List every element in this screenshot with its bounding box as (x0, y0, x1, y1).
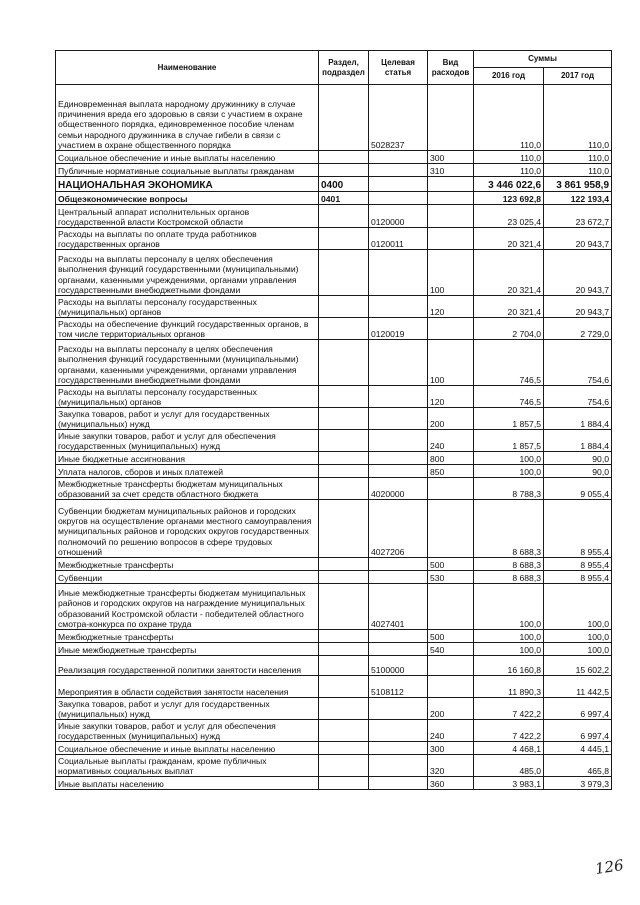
row-name: Иные бюджетные ассигнования (56, 452, 319, 465)
row-sum-2016: 2 704,0 (474, 318, 544, 340)
row-section (319, 500, 369, 558)
row-name: Иные закупки товаров, работ и услуг для обеспечения государственных (муниципальных) нужд (56, 430, 319, 452)
row-target: 5028237 (369, 85, 428, 151)
row-sum-2017: 15 602,2 (544, 656, 612, 676)
row-expense-type: 240 (428, 720, 474, 742)
table-row (56, 720, 612, 742)
row-target (369, 698, 428, 720)
row-sum-2016: 16 160,8 (474, 656, 544, 676)
row-expense-type: 120 (428, 386, 474, 408)
table-row (56, 296, 612, 318)
row-name: Иные закупки товаров, работ и услуг для обеспечения государственных (муниципальных) нужд (56, 720, 319, 742)
row-sum-2017: 9 055,4 (544, 478, 612, 500)
row-sum-2017: 8 955,4 (544, 571, 612, 584)
row-name: НАЦИОНАЛЬНАЯ ЭКОНОМИКА (56, 177, 319, 192)
row-sum-2017: 11 442,5 (544, 676, 612, 698)
row-section (319, 676, 369, 698)
row-expense-type: 240 (428, 430, 474, 452)
header-sums: Суммы (474, 51, 612, 68)
row-expense-type: 200 (428, 698, 474, 720)
page-number: 126 (593, 856, 625, 878)
row-target (369, 742, 428, 755)
row-section (319, 643, 369, 656)
row-sum-2017: 100,0 (544, 630, 612, 643)
row-section (319, 151, 369, 164)
row-sum-2017: 90,0 (544, 465, 612, 478)
row-name: Субвенции бюджетам муниципальных районов и городских округов на осуществление органами местного самоуправления муниципальных районов и городских округов государственных полномочий по решению вопросов в сфере трудовых отношений (56, 500, 319, 558)
table-row (56, 430, 612, 452)
row-sum-2017: 110,0 (544, 164, 612, 177)
row-section (319, 408, 369, 430)
row-target: 4027401 (369, 584, 428, 630)
row-section: 0400 (319, 177, 369, 192)
row-expense-type: 100 (428, 250, 474, 296)
row-name: Расходы на выплаты по оплате труда работников государственных органов (56, 228, 319, 250)
row-sum-2017: 122 193,4 (544, 192, 612, 205)
row-sum-2016: 8 688,3 (474, 500, 544, 558)
row-sum-2017: 100,0 (544, 584, 612, 630)
row-sum-2017: 754,6 (544, 340, 612, 386)
row-target (369, 164, 428, 177)
row-target (369, 151, 428, 164)
table-row (56, 584, 612, 630)
row-sum-2016: 23 025,4 (474, 205, 544, 228)
row-name: Реализация государственной политики занятости населения (56, 656, 319, 676)
table-row (56, 698, 612, 720)
row-expense-type: 530 (428, 571, 474, 584)
row-name: Субвенции (56, 571, 319, 584)
row-target (369, 755, 428, 777)
row-section: 0401 (319, 192, 369, 205)
table-row (56, 656, 612, 676)
row-expense-type: 500 (428, 630, 474, 643)
row-sum-2016: 20 321,4 (474, 296, 544, 318)
row-section (319, 85, 369, 151)
row-target (369, 386, 428, 408)
table-row (56, 643, 612, 656)
row-name: Единовременная выплата народному дружиннику в случае причинения вреда его здоровью в связи с участием в охране общественного порядка, единовременное пособие членам семьи народного дружинника в случае гибели в связи с участием в охране общественного порядка (56, 85, 319, 151)
table-row (56, 318, 612, 340)
row-sum-2017: 6 997,4 (544, 720, 612, 742)
row-sum-2016: 4 468,1 (474, 742, 544, 755)
row-expense-type (428, 584, 474, 630)
table-row (56, 164, 612, 177)
table-row (56, 386, 612, 408)
row-expense-type: 300 (428, 742, 474, 755)
row-expense-type (428, 85, 474, 151)
row-section (319, 340, 369, 386)
row-name: Закупка товаров, работ и услуг для государственных (муниципальных) нужд (56, 408, 319, 430)
row-section (319, 777, 369, 790)
row-section (319, 584, 369, 630)
row-expense-type: 320 (428, 755, 474, 777)
row-sum-2017: 4 445,1 (544, 742, 612, 755)
row-sum-2017: 20 943,7 (544, 296, 612, 318)
row-section (319, 452, 369, 465)
table-body (56, 85, 612, 790)
row-sum-2016: 100,0 (474, 643, 544, 656)
row-sum-2017: 465,8 (544, 755, 612, 777)
row-section (319, 250, 369, 296)
row-expense-type (428, 192, 474, 205)
table-row (56, 676, 612, 698)
row-expense-type (428, 205, 474, 228)
row-sum-2017: 1 884,4 (544, 430, 612, 452)
row-name: Закупка товаров, работ и услуг для государственных (муниципальных) нужд (56, 698, 319, 720)
row-target (369, 720, 428, 742)
table-row (56, 228, 612, 250)
row-section (319, 630, 369, 643)
row-sum-2016: 8 688,3 (474, 558, 544, 571)
row-sum-2017: 100,0 (544, 643, 612, 656)
row-target: 4020000 (369, 478, 428, 500)
row-target: 0120011 (369, 228, 428, 250)
row-expense-type: 850 (428, 465, 474, 478)
row-name: Расходы на обеспечение функций государственных органов, в том числе территориальных органов (56, 318, 319, 340)
row-sum-2016: 8 688,3 (474, 571, 544, 584)
row-expense-type (428, 318, 474, 340)
table-row (56, 250, 612, 296)
row-expense-type: 310 (428, 164, 474, 177)
row-sum-2016: 11 890,3 (474, 676, 544, 698)
row-name: Межбюджетные трансферты (56, 558, 319, 571)
row-target (369, 777, 428, 790)
row-sum-2017: 6 997,4 (544, 698, 612, 720)
row-name: Социальное обеспечение и иные выплаты населению (56, 151, 319, 164)
row-sum-2016: 1 857,5 (474, 408, 544, 430)
row-section (319, 720, 369, 742)
row-target (369, 177, 428, 192)
row-sum-2016: 485,0 (474, 755, 544, 777)
row-sum-2016: 7 422,2 (474, 698, 544, 720)
row-name: Расходы на выплаты персоналу государственных (муниципальных) органов (56, 386, 319, 408)
row-sum-2016: 110,0 (474, 85, 544, 151)
row-name: Расходы на выплаты персоналу в целях обеспечения выполнения функций государственными (муниципальными) органами, казенными учреждениями, органами управления государственными внебюджетными фондами (56, 340, 319, 386)
row-sum-2016: 746,5 (474, 340, 544, 386)
row-sum-2017: 20 943,7 (544, 228, 612, 250)
row-section (319, 465, 369, 478)
budget-table (55, 50, 612, 790)
row-name: Уплата налогов, сборов и иных платежей (56, 465, 319, 478)
row-sum-2016: 100,0 (474, 630, 544, 643)
row-sum-2017: 20 943,7 (544, 250, 612, 296)
row-name: Межбюджетные трансферты (56, 630, 319, 643)
row-name: Иные межбюджетные трансферты бюджетам муниципальных районов и городских округов на награждение муниципальных образований Костромской области - победителей областного смотра-конкурса по охране труда (56, 584, 319, 630)
table-row (56, 571, 612, 584)
header-section: Раздел, подраздел (319, 51, 369, 85)
row-expense-type (428, 478, 474, 500)
row-name: Межбюджетные трансферты бюджетам муниципальных образований за счет средств областного бюджета (56, 478, 319, 500)
header-year-2017: 2017 год (544, 68, 612, 85)
row-target: 0120000 (369, 205, 428, 228)
table-row (56, 558, 612, 571)
row-sum-2017: 110,0 (544, 85, 612, 151)
row-section (319, 755, 369, 777)
row-section (319, 164, 369, 177)
row-sum-2017: 8 955,4 (544, 500, 612, 558)
row-section (319, 205, 369, 228)
row-expense-type (428, 177, 474, 192)
row-expense-type (428, 656, 474, 676)
row-target (369, 643, 428, 656)
row-sum-2016: 8 788,3 (474, 478, 544, 500)
row-expense-type: 200 (428, 408, 474, 430)
row-name: Иные межбюджетные трансферты (56, 643, 319, 656)
row-expense-type: 800 (428, 452, 474, 465)
row-sum-2016: 746,5 (474, 386, 544, 408)
row-name: Центральный аппарат исполнительных органов государственной власти Костромской области (56, 205, 319, 228)
row-expense-type (428, 500, 474, 558)
table-row (56, 408, 612, 430)
table-row (56, 755, 612, 777)
row-target (369, 465, 428, 478)
row-sum-2017: 23 672,7 (544, 205, 612, 228)
row-sum-2016: 20 321,4 (474, 228, 544, 250)
row-sum-2017: 3 979,3 (544, 777, 612, 790)
row-section (319, 386, 369, 408)
row-sum-2017: 110,0 (544, 151, 612, 164)
row-section (319, 656, 369, 676)
row-target: 0120019 (369, 318, 428, 340)
row-sum-2016: 100,0 (474, 465, 544, 478)
row-target (369, 192, 428, 205)
row-section (319, 318, 369, 340)
row-name: Общеэкономические вопросы (56, 192, 319, 205)
row-sum-2017: 3 861 958,9 (544, 177, 612, 192)
row-expense-type: 500 (428, 558, 474, 571)
table-row (56, 340, 612, 386)
row-sum-2016: 3 446 022,6 (474, 177, 544, 192)
table-row (56, 478, 612, 500)
row-section (319, 742, 369, 755)
row-target (369, 558, 428, 571)
row-sum-2016: 100,0 (474, 452, 544, 465)
row-expense-type: 540 (428, 643, 474, 656)
row-sum-2017: 8 955,4 (544, 558, 612, 571)
header-name: Наименование (56, 51, 319, 85)
row-section (319, 296, 369, 318)
row-sum-2016: 110,0 (474, 164, 544, 177)
table-row (56, 500, 612, 558)
row-sum-2016: 1 857,5 (474, 430, 544, 452)
header-year-2016: 2016 год (474, 68, 544, 85)
row-target (369, 250, 428, 296)
table-row (56, 177, 612, 192)
table-row (56, 192, 612, 205)
row-name: Социальное обеспечение и иные выплаты населению (56, 742, 319, 755)
row-section (319, 571, 369, 584)
table-row (56, 452, 612, 465)
row-target (369, 408, 428, 430)
header-expense-type: Вид расходов (428, 51, 474, 85)
row-expense-type: 300 (428, 151, 474, 164)
row-name: Расходы на выплаты персоналу государственных (муниципальных) органов (56, 296, 319, 318)
row-section (319, 430, 369, 452)
row-target (369, 452, 428, 465)
table-row (56, 151, 612, 164)
row-sum-2017: 90,0 (544, 452, 612, 465)
table-row (56, 777, 612, 790)
row-sum-2016: 20 321,4 (474, 250, 544, 296)
row-target: 5108112 (369, 676, 428, 698)
table-row (56, 85, 612, 151)
row-name: Расходы на выплаты персоналу в целях обеспечения выполнения функций государственными (муниципальными) органами, казенными учреждениями, органами управления государственными внебюджетными фондами (56, 250, 319, 296)
row-target (369, 340, 428, 386)
table-row (56, 465, 612, 478)
row-expense-type (428, 676, 474, 698)
row-sum-2017: 2 729,0 (544, 318, 612, 340)
table-row (56, 742, 612, 755)
row-target (369, 630, 428, 643)
row-name: Иные выплаты населению (56, 777, 319, 790)
row-name: Социальные выплаты гражданам, кроме публичных нормативных социальных выплат (56, 755, 319, 777)
table-row (56, 630, 612, 643)
row-target: 4027206 (369, 500, 428, 558)
row-name: Мероприятия в области содействия занятости населения (56, 676, 319, 698)
table-row (56, 205, 612, 228)
row-sum-2016: 7 422,2 (474, 720, 544, 742)
row-sum-2017: 754,6 (544, 386, 612, 408)
row-name: Публичные нормативные социальные выплаты гражданам (56, 164, 319, 177)
row-expense-type: 100 (428, 340, 474, 386)
header-target: Целевая статья (369, 51, 428, 85)
row-target (369, 296, 428, 318)
row-sum-2016: 100,0 (474, 584, 544, 630)
row-sum-2017: 1 884,4 (544, 408, 612, 430)
row-sum-2016: 123 692,8 (474, 192, 544, 205)
row-section (319, 698, 369, 720)
row-target: 5100000 (369, 656, 428, 676)
row-expense-type (428, 228, 474, 250)
row-section (319, 558, 369, 571)
row-expense-type: 360 (428, 777, 474, 790)
row-target (369, 571, 428, 584)
row-target (369, 430, 428, 452)
row-expense-type: 120 (428, 296, 474, 318)
row-section (319, 228, 369, 250)
row-sum-2016: 3 983,1 (474, 777, 544, 790)
row-section (319, 478, 369, 500)
row-sum-2016: 110,0 (474, 151, 544, 164)
